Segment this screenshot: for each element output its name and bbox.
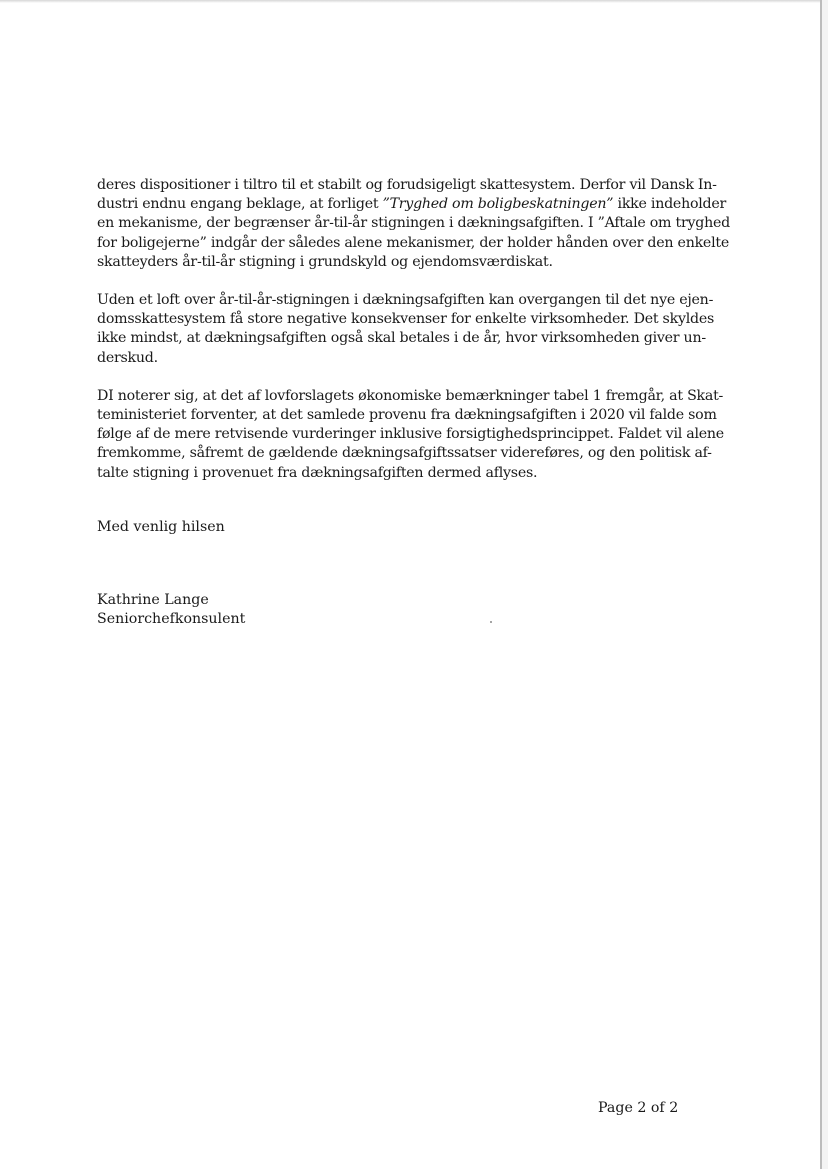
text-segment: ikke indeholder (613, 196, 727, 213)
text-line: ikke mindst, at dækningsafgiften også skal betales i de år, hvor virksomheden giver un- (97, 330, 706, 347)
text-line: deres dispositioner i tiltro til et stabilt og forudsigeligt skattesystem. Derfor vil Dansk In- (97, 177, 717, 193)
text-segment: dustri endnu engang beklage, at forliget (97, 196, 383, 213)
text-line: Uden et loft over år-til-år-stigningen i dækningsafgiften kan overgangen til det nye ejen- (97, 292, 714, 309)
signature-block (97, 591, 245, 629)
text-line: domsskattesystem få store negative konsekvenser for enkelte virksomheder. Det skyldes (97, 311, 714, 328)
agreement-title-emphasis: ”Tryghed om boligbeskatningen” (382, 196, 614, 213)
page-number: Page 2 of 2 (598, 1100, 679, 1116)
text-line: fremkomme, såfremt de gældende dækningsafgiftssatser videreføres, og den politisk af- (97, 445, 712, 462)
text-line: for boligejerne” indgår der således alene mekanismer, der holder hånden over den enkelte (97, 234, 729, 251)
scan-edge-top (0, 0, 820, 3)
text-line: DI noterer sig, at det af lovforslagets økonomiske bemærkninger tabel 1 fremgår, at Skat- (97, 387, 724, 404)
scan-edge-right (820, 0, 822, 1169)
paragraph-1 (97, 176, 730, 272)
signer-name: Kathrine Lange (97, 592, 209, 608)
scan-speck (490, 621, 492, 623)
text-line: skatteyders år-til-år stigning i grundskyld og ejendomsværdiskat. (97, 253, 553, 270)
text-line: teministeriet forventer, at det samlede provenu fra dækningsafgiften i 2020 vil falde som (97, 407, 717, 424)
text-line: talte stigning i provenuet fra dækningsafgiften dermed aflyses. (97, 464, 538, 481)
paragraph-2 (97, 291, 714, 368)
text-line (97, 195, 727, 214)
text-line: følge af de mere retvisende vurderinger inklusive forsigtighedsprincippet. Faldet vil alene (97, 426, 724, 443)
closing-salutation: Med venlig hilsen (97, 519, 225, 535)
paragraph-3 (97, 387, 724, 483)
text-line: derskud. (97, 349, 158, 366)
letter-body (97, 176, 730, 502)
scan-margin-right (822, 0, 828, 1169)
signer-title: Seniorchefkonsulent (97, 611, 246, 627)
text-line: en mekanisme, der begrænser år-til-år stigningen i dækningsafgiften. I ”Aftale om tryghed (97, 215, 730, 232)
